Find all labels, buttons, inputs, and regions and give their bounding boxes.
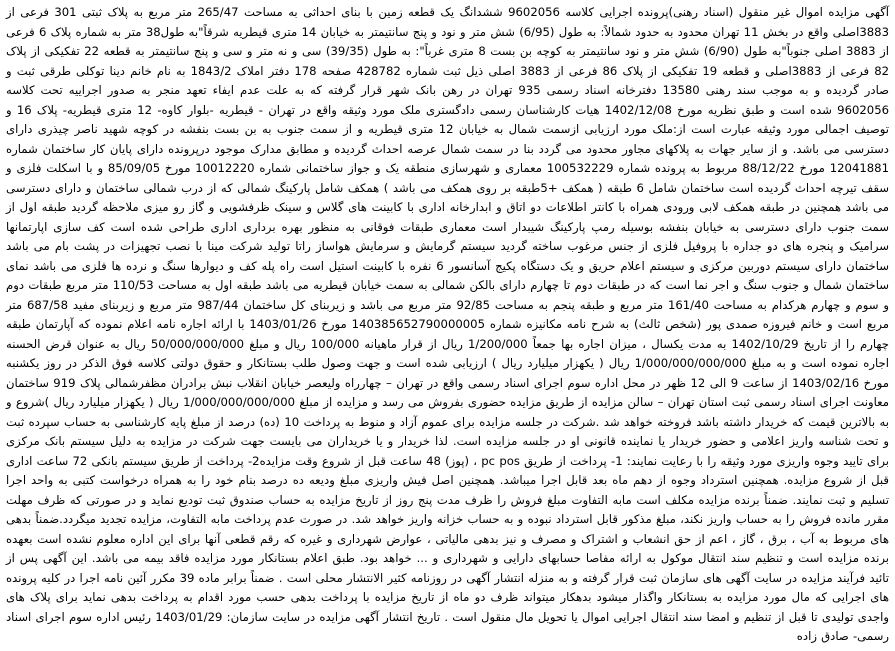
auction-notice-text: آگهی مزایده اموال غیر منقول (اسناد رهنی)پرونده اجرایی کلاسه 9602056 ششدانگ یک قطعه زمین با بنای احداثی به مساحت 265/47 متر مربع به پلاک ثبتی 301 فرعی از 3883اصلی واقع در بخش 11 تهران محدود به حدود شمالاً: به طول (6/95) شش متر و نود و پنج سانتیمتر به خیابان 14 متری قیطریه شرقاً"به طول38 متر به شماره پلاک 6 فرعی از 3883 اصلی جنوباً"به طول (6/90) شش متر و نود سانتیمتر به کوچه بن بست 8 متری غرباً": به طول (39/35) سی و نه متر و سی و پنج سانتیمتر به قطعه 22 تفکیکی از پلاک 82 فرعی از 3883اصلی و قطعه 19 تفکیکی از پلاک 86 فرعی از 3883 اصلی ذیل ثبت شماره 428782 صفحه 178 دفتر املاک 1843/2 به نام خانم دینا توکلی طرقی ثبت و صادر گردیده و به موجب سند رهنی 13580 دفترخانه اسناد رسمی 935 تهران در رهن بانک شهر قرار گرفته که به علت عدم ایفاء تعهد منجر به صدور اجراییه تحت کلاسه 9602056 شده است و طبق نظریه مورخ 1402/12/08 هیات کارشناسان رسمی دادگستری ملک مورد وثیقه واقع در تهران - قیطریه -بلوار کاوه- 12 متری قیطریه- پلاک 16 و توصیف اجمالی مورد وثیقه عبارت است از:ملک مورد ارزیابی ازسمت شمال به خیابان 12 متری قیطریه و از سمت جنوب به بن بست بنفشه در کوچه شهید ناصر چیذری دارای دسترسی می باشد. و از سایر جهات به پلاکهای مجاور محدود می گردد بنا در سمت شمال عرصه احداث گردیده و مطابق مدارک موجود درپرونده دارای پایان کار ساختمان شماره 12041881 مورخ 88/12/22 مربوط به پرونده شماره 100532229 معماری و شهرسازی منطقه یک و جواز ساختمانی شماره 10012220 مورخ 85/09/05 و با اسکلت فلزی و سقف تیرچه احداث گردیده است ساختمان شامل 6 طبقه ( همکف +5طبقه بر روی همکف می باشد ) همکف شامل پارکینگ شمالی که از درب شمالی ساختمان و دارای دسترسی می باشد همچنین در طبقه همکف لابی ورودی همراه با کانتر اطلاعات دو اتاق و ابدارخانه اداری با کابینت های گلاس و سینک ظرفشویی و گاز رو میزی ملاحظه گردید طبقه اول از سمت جنوب دارای دسترسی به خیابان بنفشه بوسیله رمپ پارکینگ شیبدار است معماری طبقات فوقانی به منظور بهره برداری اداری طراحی شده است کف سازی اپارتمانها سرامیک و پنجره های دو جداره با پروفیل فلزی از جنس مرغوب ساخته گردید سیستم گرمایش و سرمایش هواساز راتا تولید شرکت مینا با نصب تجهیزات در پشت بام می باشد ساختمان دارای سیستم دوربین مرکزی و سیستم اعلام حریق و یک دستگاه پکیج آسانسور 6 نفره با کابینت استیل است راه پله کف و دیوارها سنگ و نرده ها فلزی می باشد نمای ساختمان شمال و جنوب سنگ و اجر نما است که در طبقات دوم تا چهارم دارای بالکن شمالی به سمت خیابان قیطریه می باشد طبقه اول به مساحت 110/53 متر مربع طبقات دوم و سوم و چهارم هرکدام به مساحت 161/40 متر مربع و طبقه پنجم به مساحت 92/85 متر مربع می باشد و زیربنای کل ساختمان 987/44 متر مربع و زیربنای مفید 687/58 متر مربع است و خانم فیروزه صمدی پور (شخص ثالث) به شرح نامه مکانیزه شماره 140385652790000005 مورخ 1403/01/26 با ارائه اجاره نامه اعلام نموده که آپارتمان طبقه چهارم را از تاریخ 1402/10/29 به مدت یکسال ، میزان اجاره بها جمعاً 1/200/000 ریال از قرار ماهیانه 100/000 ریال و مبلغ 50/000/000/000 ریال به عنوان قرض الحسنه اجاره نموده است و به مبلغ 1/000/000/000/000 ریال ( یکهزار میلیارد ریال ) ارزیابی شده است و جهت وصول طلب بستانکار و حقوق دولتی کلاسه فوق الذکر در روز یکشنبه مورخ 1403/02/16 از ساعت 9 الی 12 ظهر در محل اداره سوم اجرای اسناد رسمی واقع در تهران – چهارراه ولیعصر خیابان انقلاب نبش برادران مظفرشمالی پلاک 919 ساختمان معاونت اجرای اسناد رسمی ثبت استان تهران – سالن مزایده از طریق مزایده حضوری بفروش می رسد و مزایده از مبلغ 1/000/000/000/000 ریال ( یکهزار میلیارد ریال )شروع و به بالاترین قیمت که خریدار داشته باشد فروخته خواهد شد .شرکت در جلسه مزایده برای عموم آزاد و منوط به پرداخت 10 (ده) درصد از مبلغ پایه کارشناسی به حساب سپرده ثبت و تحت شناسه واریز اعلامی و حضور خریدار یا نماینده قانونی او در جلسه مزایده است. لذا خریدار و یا خریداران می بایست جهت شرکت در مزایده به دلیل سیستم بانک مرکزی برای تایید وجوه واریزی مورد وثیقه را با رعایت نمایند: 1- پرداخت از طریق pc pos ، (پوز) 48 ساعت قبل از شروع وقت مزایده2- پرداخت از طریق سیستم بانکی 72 ساعت اداری قبل از شروع مزایده. همچنین استرداد وجوه از دهم ماه بعد قابل اجرا میباشد. همچنین اصل فیش واریزی مبلغ ودیعه ده درصد بنام خود را به همراه درخواست کتبی به واحد اجرا تسلیم و ثبت نمایند. ضمناً برنده مزایده مکلف است مابه التفاوت مبلغ فروش را ظرف مدت پنج روز از تاریخ مزایده به حساب صندوق ثبت تودیع نماید و در صورتی که ظرف مهلت مقرر مانده فروش را به حساب واریز نکند، مبلغ مذکور قابل استرداد نبوده و به حساب خزانه واریز خواهد شد. در صورت عدم پرداخت مابه التفاوت، مزایده تجدید میگردد.ضمناً بدهی های مربوط به آب ، برق ، گاز ، اعم از حق انشعاب و اشتراک و مصرف و نیز بدهی مالیاتی ، عوارض شهرداری و غیره که رقم قطعی آنها برای این اداره معلوم نشده است بعهده برنده مزایده است و تنظیم سند انتقال موکول به ارائه مفاصا حسابهای دارایی و شهرداری و ... خواهد بود. طبق اعلام بستانکار مورد مزایده فاقد بیمه می باشد. این آگهی پس از تائید فرآیند مزایده در سایت آگهی های سازمان ثبت قرار گرفته و به منزله انتشار آگهی در روزنامه کثیر الانتشار محلی است . ضمناً برابر ماده 39 مکرر آئین نامه اجرا در کلیه پرونده های اجرایی که مال مورد مزایده به بستانکار واگذار میشود بدهکار میتواند ظرف دو ماه از تاریخ مزایده با پرداخت بدهی حسب مورد اقدام به پرداخت بدهی نماید برای پلاک های واجدی تولیدی تا قبل از تنظیم و امضا سند انتقال اجرایی اموال یا تحویل مال منقول است . تاریخ انتشار آگهی مزایده در سایت سازمان: 1403/01/29 رئیس اداره سوم اجرای اسناد رسمی- صادق زاده [6,5,890,643]
